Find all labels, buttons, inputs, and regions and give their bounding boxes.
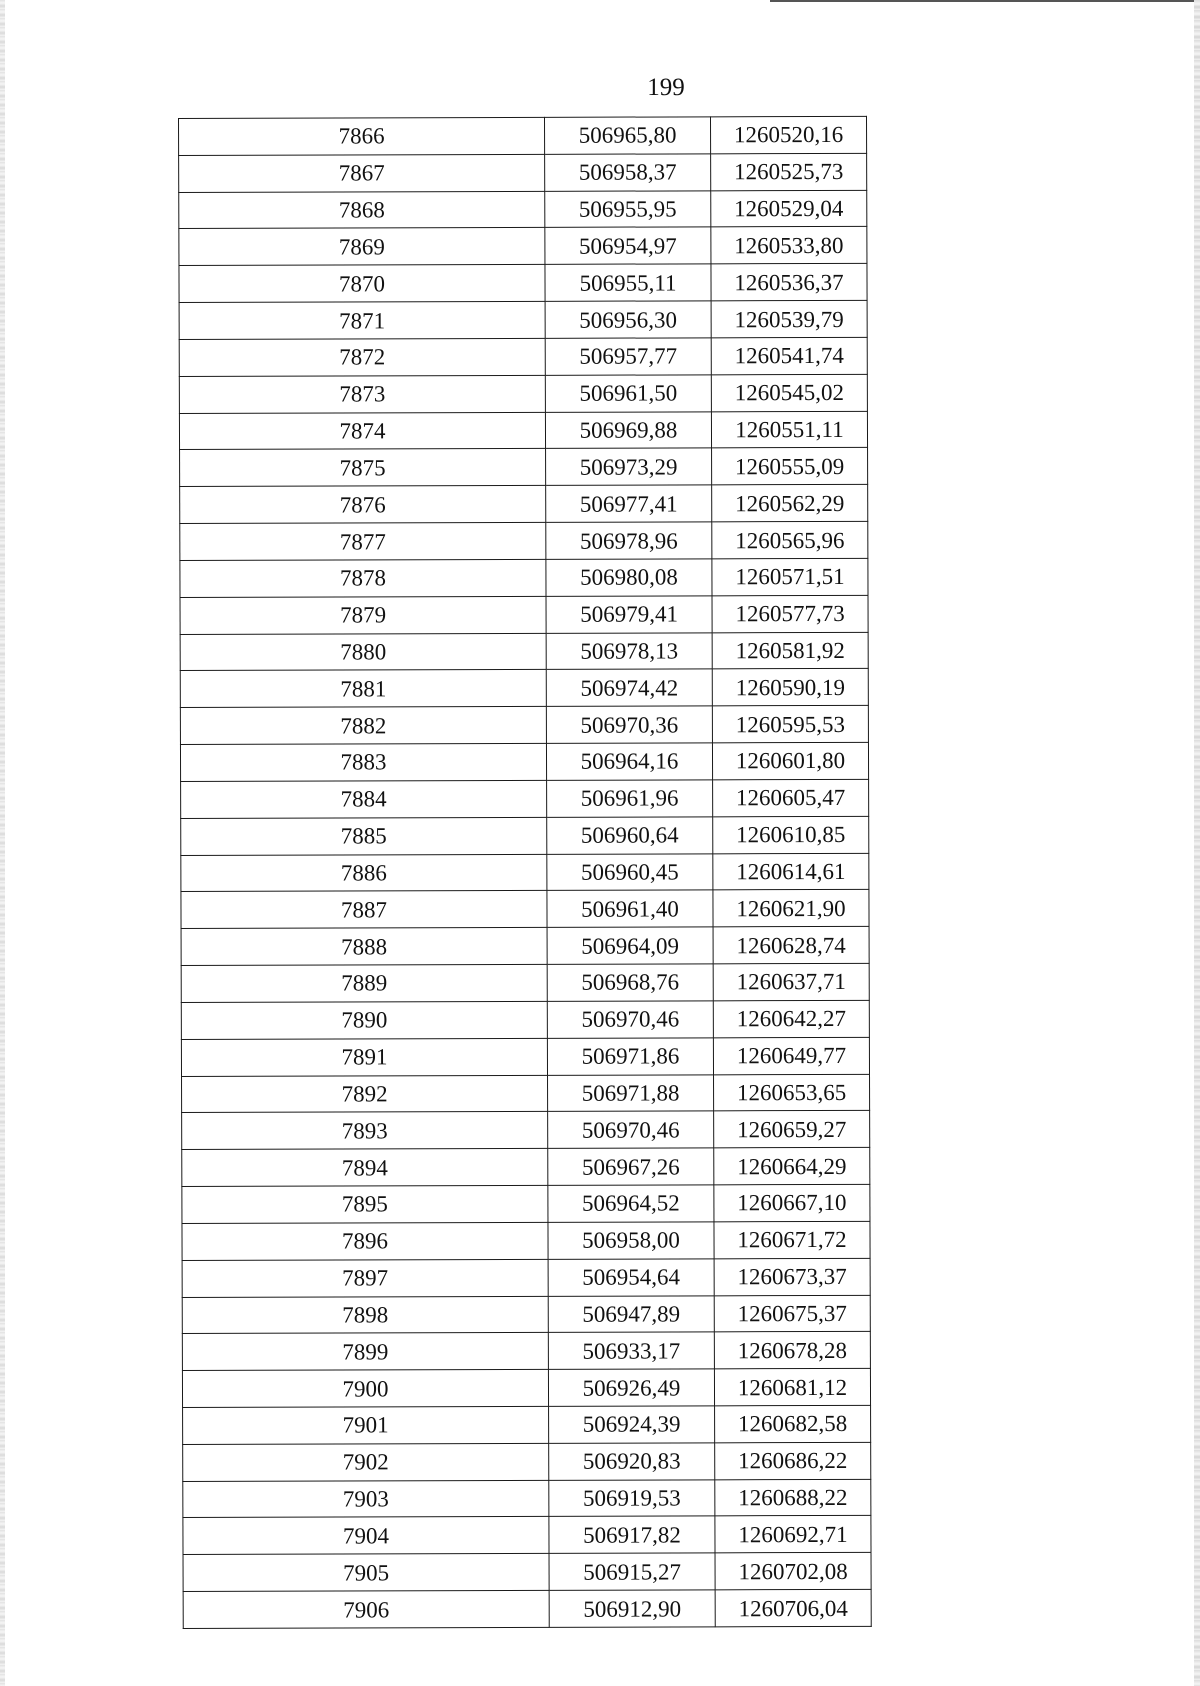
y-coordinate-cell: 1260614,61: [713, 853, 869, 890]
y-coordinate-cell: 1260649,77: [713, 1037, 869, 1074]
y-coordinate-cell: 1260692,71: [715, 1516, 871, 1553]
table-row: [182, 1111, 870, 1150]
y-coordinate-cell: 1260659,27: [714, 1111, 870, 1148]
point-number-cell: 7890: [181, 1001, 547, 1039]
point-number-cell: 7895: [182, 1185, 548, 1223]
table-row: [183, 1479, 871, 1518]
point-number-cell: 7886: [181, 854, 547, 892]
x-coordinate-cell: 506960,64: [547, 817, 713, 854]
y-coordinate-cell: 1260545,02: [711, 374, 867, 411]
point-number-cell: 7868: [179, 191, 545, 229]
x-coordinate-cell: 506955,95: [545, 190, 711, 227]
table-row: [180, 595, 868, 634]
table-row: [179, 227, 867, 266]
table-row: [181, 816, 869, 855]
x-coordinate-cell: 506974,42: [546, 669, 712, 706]
y-coordinate-cell: 1260590,19: [712, 669, 868, 706]
point-number-cell: 7882: [180, 707, 546, 745]
x-coordinate-cell: 506958,00: [548, 1222, 714, 1259]
coordinates-table-body: [179, 116, 872, 1628]
x-coordinate-cell: 506971,86: [547, 1038, 713, 1075]
scan-top-rule: [770, 0, 1200, 2]
page-number: 199: [647, 74, 685, 101]
table-row: [179, 337, 867, 376]
x-coordinate-cell: 506969,88: [545, 411, 711, 448]
table-row: [181, 963, 869, 1002]
point-number-cell: 7869: [179, 228, 545, 266]
point-number-cell: 7881: [180, 670, 546, 708]
table-row: [182, 1221, 870, 1260]
point-number-cell: 7867: [179, 154, 545, 192]
x-coordinate-cell: 506970,46: [547, 1001, 713, 1038]
x-coordinate-cell: 506954,97: [545, 227, 711, 264]
scan-left-edge: [0, 0, 5, 1686]
y-coordinate-cell: 1260541,74: [711, 337, 867, 374]
point-number-cell: 7885: [181, 817, 547, 855]
point-number-cell: 7903: [183, 1480, 549, 1518]
y-coordinate-cell: 1260536,37: [711, 264, 867, 301]
table-row: [179, 300, 867, 339]
y-coordinate-cell: 1260667,10: [714, 1184, 870, 1221]
x-coordinate-cell: 506978,13: [546, 632, 712, 669]
point-number-cell: 7888: [181, 928, 547, 966]
table-row: [179, 411, 867, 450]
y-coordinate-cell: 1260688,22: [715, 1479, 871, 1516]
point-number-cell: 7880: [180, 633, 546, 671]
y-coordinate-cell: 1260637,71: [713, 963, 869, 1000]
point-number-cell: 7897: [182, 1259, 548, 1297]
x-coordinate-cell: 506964,52: [548, 1185, 714, 1222]
x-coordinate-cell: 506958,37: [545, 154, 711, 191]
point-number-cell: 7899: [182, 1333, 548, 1371]
table-row: [182, 1258, 870, 1297]
point-number-cell: 7894: [182, 1149, 548, 1187]
table-row: [180, 558, 868, 597]
x-coordinate-cell: 506980,08: [546, 559, 712, 596]
x-coordinate-cell: 506971,88: [548, 1074, 714, 1111]
table-row: [181, 779, 869, 818]
y-coordinate-cell: 1260610,85: [713, 816, 869, 853]
y-coordinate-cell: 1260664,29: [714, 1148, 870, 1185]
y-coordinate-cell: 1260686,22: [715, 1442, 871, 1479]
x-coordinate-cell: 506978,96: [546, 522, 712, 559]
y-coordinate-cell: 1260520,16: [710, 116, 866, 153]
point-number-cell: 7893: [182, 1112, 548, 1150]
x-coordinate-cell: 506961,40: [547, 890, 713, 927]
point-number-cell: 7872: [179, 338, 545, 376]
x-coordinate-cell: 506920,83: [549, 1443, 715, 1480]
coordinates-table: [178, 116, 872, 1629]
x-coordinate-cell: 506979,41: [546, 596, 712, 633]
y-coordinate-cell: 1260706,04: [715, 1589, 871, 1626]
point-number-cell: 7870: [179, 265, 545, 303]
point-number-cell: 7898: [182, 1296, 548, 1334]
x-coordinate-cell: 506970,46: [548, 1111, 714, 1148]
y-coordinate-cell: 1260581,92: [712, 632, 868, 669]
table-row: [182, 1295, 870, 1334]
x-coordinate-cell: 506956,30: [545, 301, 711, 338]
table-row: [182, 1074, 870, 1113]
table-row: [179, 153, 867, 192]
table-row: [181, 853, 869, 892]
y-coordinate-cell: 1260595,53: [712, 706, 868, 743]
point-number-cell: 7901: [183, 1406, 549, 1444]
x-coordinate-cell: 506967,26: [548, 1148, 714, 1185]
table-row: [183, 1553, 871, 1592]
point-number-cell: 7874: [179, 412, 545, 450]
y-coordinate-cell: 1260621,90: [713, 890, 869, 927]
table-row: [181, 1000, 869, 1039]
table-row: [179, 374, 867, 413]
point-number-cell: 7891: [181, 1038, 547, 1076]
point-number-cell: 7866: [179, 117, 545, 155]
point-number-cell: 7892: [182, 1075, 548, 1113]
x-coordinate-cell: 506965,80: [544, 117, 710, 154]
y-coordinate-cell: 1260702,08: [715, 1553, 871, 1590]
table-row: [180, 706, 868, 745]
x-coordinate-cell: 506924,39: [549, 1406, 715, 1443]
y-coordinate-cell: 1260601,80: [712, 742, 868, 779]
point-number-cell: 7884: [181, 780, 547, 818]
point-number-cell: 7887: [181, 891, 547, 929]
x-coordinate-cell: 506933,17: [548, 1332, 714, 1369]
y-coordinate-cell: 1260681,12: [714, 1368, 870, 1405]
y-coordinate-cell: 1260529,04: [711, 190, 867, 227]
x-coordinate-cell: 506961,96: [547, 780, 713, 817]
y-coordinate-cell: 1260551,11: [711, 411, 867, 448]
scan-right-edge: [1194, 0, 1200, 1686]
y-coordinate-cell: 1260671,72: [714, 1221, 870, 1258]
table-row: [183, 1516, 871, 1555]
table-row: [179, 264, 867, 303]
y-coordinate-cell: 1260628,74: [713, 927, 869, 964]
x-coordinate-cell: 506961,50: [545, 375, 711, 412]
table-row: [180, 521, 868, 560]
x-coordinate-cell: 506964,09: [547, 927, 713, 964]
x-coordinate-cell: 506960,45: [547, 853, 713, 890]
point-number-cell: 7902: [183, 1443, 549, 1481]
point-number-cell: 7871: [179, 301, 545, 339]
x-coordinate-cell: 506964,16: [546, 743, 712, 780]
table-row: [179, 190, 867, 229]
y-coordinate-cell: 1260678,28: [714, 1332, 870, 1369]
x-coordinate-cell: 506973,29: [546, 448, 712, 485]
x-coordinate-cell: 506970,36: [546, 706, 712, 743]
point-number-cell: 7906: [183, 1590, 549, 1628]
table-row: [183, 1442, 871, 1481]
x-coordinate-cell: 506947,89: [548, 1295, 714, 1332]
y-coordinate-cell: 1260577,73: [712, 595, 868, 632]
point-number-cell: 7879: [180, 596, 546, 634]
y-coordinate-cell: 1260539,79: [711, 300, 867, 337]
y-coordinate-cell: 1260675,37: [714, 1295, 870, 1332]
table-row: [180, 485, 868, 524]
table-row: [183, 1405, 871, 1444]
x-coordinate-cell: 506917,82: [549, 1516, 715, 1553]
point-number-cell: 7900: [182, 1369, 548, 1407]
x-coordinate-cell: 506912,90: [549, 1590, 715, 1627]
y-coordinate-cell: 1260533,80: [711, 227, 867, 264]
table-row: [182, 1368, 870, 1407]
x-coordinate-cell: 506915,27: [549, 1553, 715, 1590]
x-coordinate-cell: 506926,49: [548, 1369, 714, 1406]
point-number-cell: 7875: [180, 449, 546, 487]
y-coordinate-cell: 1260682,58: [715, 1405, 871, 1442]
table-row: [181, 890, 869, 929]
x-coordinate-cell: 506968,76: [547, 964, 713, 1001]
y-coordinate-cell: 1260555,09: [712, 448, 868, 485]
table-row: [180, 742, 868, 781]
x-coordinate-cell: 506955,11: [545, 264, 711, 301]
point-number-cell: 7896: [182, 1222, 548, 1260]
x-coordinate-cell: 506954,64: [548, 1258, 714, 1295]
point-number-cell: 7873: [179, 375, 545, 413]
y-coordinate-cell: 1260673,37: [714, 1258, 870, 1295]
point-number-cell: 7876: [180, 486, 546, 524]
x-coordinate-cell: 506919,53: [549, 1479, 715, 1516]
y-coordinate-cell: 1260642,27: [713, 1000, 869, 1037]
table-row: [181, 1037, 869, 1076]
table-row: [182, 1184, 870, 1223]
table-row: [181, 927, 869, 966]
table-row: [182, 1148, 870, 1187]
y-coordinate-cell: 1260653,65: [714, 1074, 870, 1111]
x-coordinate-cell: 506957,77: [545, 338, 711, 375]
table-row: [182, 1332, 870, 1371]
y-coordinate-cell: 1260571,51: [712, 558, 868, 595]
x-coordinate-cell: 506977,41: [546, 485, 712, 522]
point-number-cell: 7905: [183, 1554, 549, 1592]
table-row: [180, 669, 868, 708]
y-coordinate-cell: 1260525,73: [711, 153, 867, 190]
table-row: [180, 632, 868, 671]
y-coordinate-cell: 1260565,96: [712, 521, 868, 558]
point-number-cell: 7904: [183, 1517, 549, 1555]
y-coordinate-cell: 1260562,29: [712, 485, 868, 522]
point-number-cell: 7877: [180, 522, 546, 560]
table-row: [183, 1589, 871, 1628]
point-number-cell: 7878: [180, 559, 546, 597]
point-number-cell: 7889: [181, 964, 547, 1002]
y-coordinate-cell: 1260605,47: [713, 779, 869, 816]
table-row: [179, 116, 867, 155]
table-row: [180, 448, 868, 487]
point-number-cell: 7883: [180, 743, 546, 781]
